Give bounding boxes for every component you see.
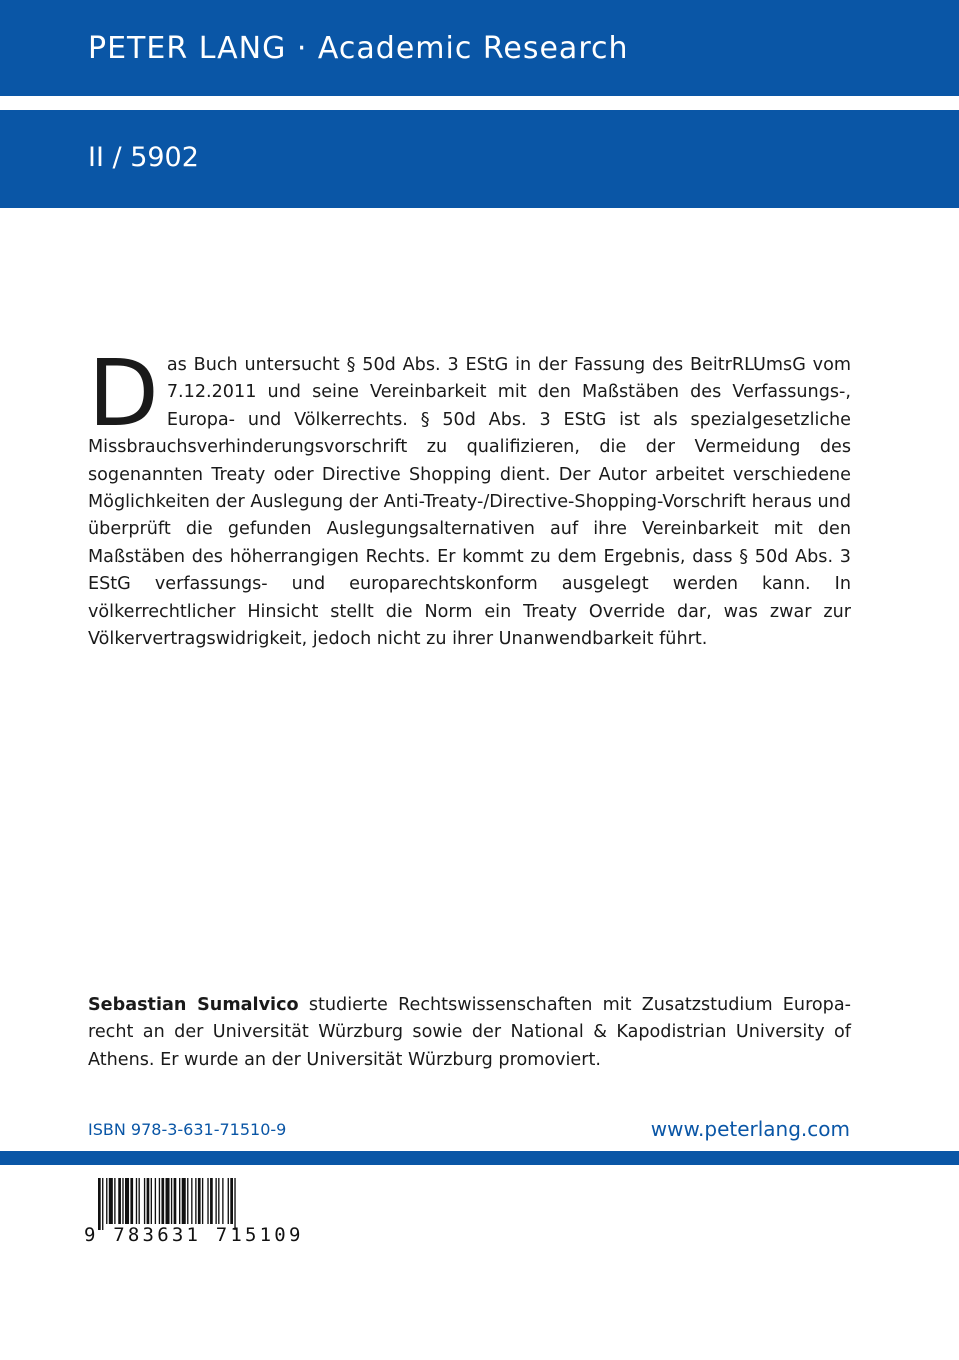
barcode-bar xyxy=(171,1178,172,1224)
barcode-bar xyxy=(230,1178,233,1224)
footer-rule xyxy=(0,1151,959,1165)
book-abstract xyxy=(88,340,851,653)
barcode-bar xyxy=(174,1178,177,1224)
barcode xyxy=(84,1174,304,1248)
barcode-bar xyxy=(144,1178,145,1224)
barcode-bar xyxy=(218,1178,219,1224)
barcode-bar xyxy=(187,1178,188,1224)
barcode-bar xyxy=(147,1178,150,1224)
barcode-bar xyxy=(118,1178,121,1224)
barcode-bar xyxy=(109,1178,113,1224)
barcode-bar xyxy=(234,1178,235,1230)
author-bio xyxy=(88,992,851,1074)
isbn: ISBN 978-3-631-71510-9 xyxy=(88,1120,287,1139)
barcode-bar xyxy=(179,1178,180,1224)
barcode-bar xyxy=(136,1178,137,1224)
barcode-bar xyxy=(182,1178,186,1224)
barcode-bar xyxy=(122,1178,123,1224)
barcode-bar xyxy=(198,1178,201,1224)
website-link[interactable]: www.peterlang.com xyxy=(650,1117,850,1141)
barcode-bar xyxy=(195,1178,196,1224)
barcode-bar xyxy=(191,1178,192,1224)
barcode-bar xyxy=(155,1178,156,1224)
barcode-bar xyxy=(207,1178,208,1224)
barcode-bar xyxy=(106,1178,107,1224)
series-number: II / 5902 xyxy=(88,142,199,173)
barcode-bar xyxy=(151,1178,152,1224)
barcode-bar xyxy=(202,1178,203,1224)
barcode-bars xyxy=(84,1174,288,1230)
barcode-bar xyxy=(139,1178,140,1224)
barcode-bar xyxy=(102,1178,103,1230)
barcode-bar xyxy=(210,1178,213,1224)
barcode-bar xyxy=(215,1178,216,1224)
author-name: Sebastian Sumalvico xyxy=(88,995,299,1015)
barcode-bar xyxy=(222,1178,223,1224)
barcode-bar xyxy=(166,1178,170,1224)
barcode-bar xyxy=(161,1178,164,1224)
barcode-digits: 9 783631 715109 xyxy=(84,1224,304,1246)
abstract-text: as Buch untersucht § 50d Abs. 3 EStG in der Fassung des BeitrRLUmsG vom 7.12.2011 und seine Vereinbarkeit mit den Maßstäben des Verfassungs-, Europa- und Völkerrechts. § 50d Abs. 3 EStG ist als spezialgesetzliche Missbrauchsverhinderungsvorschrift zu qualifizieren, die der Vermeidung des sogenannten Treaty oder Directive Shopping dient. Der Autor arbeitet verschiedene Möglichkeiten der Auslegung der Anti-Treaty-/Directive-Shopping-Vorschrift heraus und überprüft die gefunden Auslegungsalternativen auf ihre Vereinbarkeit mit den Maßstäben des höherrangigen Rechts. Er kommt zu dem Ergebnis, dass § 50d Abs. 3 EStG verfassungs- und europarechtskonform ausgelegt werden kann. In völkerrechtlicher Hinsicht stellt die Norm ein Treaty Override dar, was zwar zur Völkervertragswidrigkeit, jedoch nicht zu ihrer Unanwendbarkeit führt. xyxy=(88,355,851,650)
barcode-bar xyxy=(159,1178,160,1224)
barcode-bar xyxy=(130,1178,133,1224)
drop-cap: D xyxy=(88,340,159,447)
barcode-bar xyxy=(228,1178,229,1224)
author-bio-text: studierte Rechtswissenschaften mit Zusatzstudium Europarecht an der Universität Würzburg sowie der National & Kapodistrian University of Athens. Er wurde an der Universität Würzburg promoviert. xyxy=(88,995,851,1070)
barcode-bar xyxy=(125,1178,129,1224)
publisher-name: PETER LANG · Academic Research xyxy=(88,31,629,66)
barcode-bar xyxy=(98,1178,101,1230)
barcode-bar xyxy=(114,1178,115,1224)
